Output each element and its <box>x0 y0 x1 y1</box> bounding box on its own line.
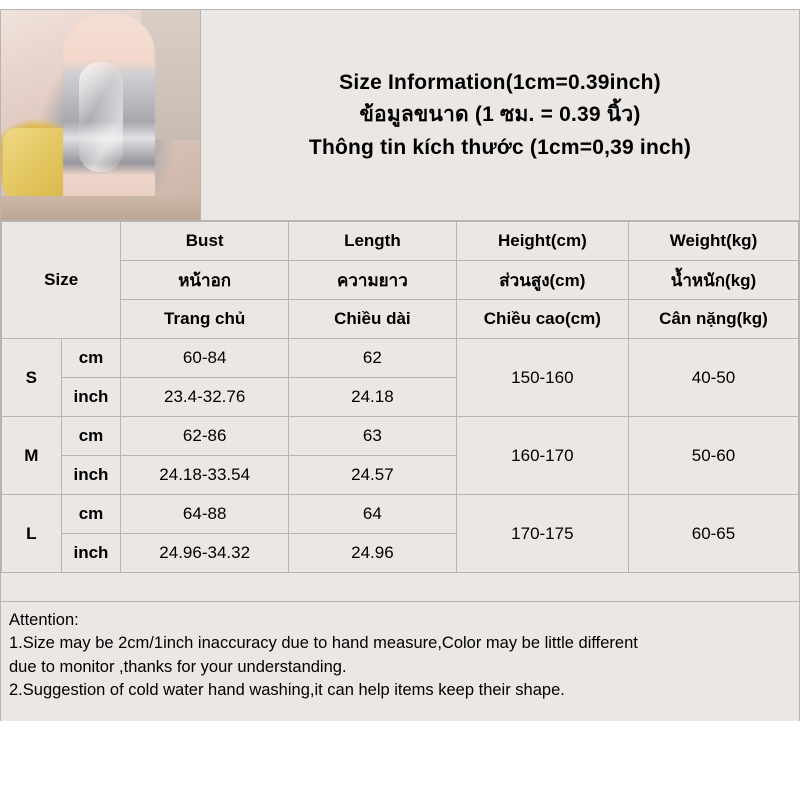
size-header-cell: Size <box>2 222 121 339</box>
table-header-row-en <box>2 222 799 261</box>
col-header-bust-en: Bust <box>121 222 289 261</box>
table-header-row-th <box>2 261 799 300</box>
attention-block <box>1 601 799 721</box>
height-l: 170-175 <box>456 495 628 573</box>
col-header-bust-vi: Trang chủ <box>121 300 289 339</box>
row-size-s: S <box>2 339 62 417</box>
weight-m: 50-60 <box>628 417 798 495</box>
title-block <box>201 10 799 221</box>
title-english: Size Information(1cm=0.39inch) <box>339 71 661 95</box>
dress-sheen <box>79 62 123 172</box>
col-header-height-th: ส่วนสูง(cm) <box>456 261 628 300</box>
size-chart-sheet <box>0 9 800 721</box>
product-photo-image <box>1 10 200 220</box>
row-size-l: L <box>2 495 62 573</box>
header-row <box>1 10 799 221</box>
title-thai: ข้อมูลขนาด (1 ซม. = 0.39 นิ้ว) <box>359 103 641 127</box>
attention-line-1: 1.Size may be 2cm/1inch inaccuracy due to hand measure,Color may be little different <box>9 634 638 653</box>
height-m: 160-170 <box>456 417 628 495</box>
unit-cm-l: cm <box>61 495 121 534</box>
col-header-weight-en: Weight(kg) <box>628 222 798 261</box>
unit-cm-m: cm <box>61 417 121 456</box>
floor-shape <box>1 196 201 221</box>
attention-line-2: due to monitor ,thanks for your understanding. <box>9 657 347 676</box>
size-table <box>1 221 799 573</box>
col-header-height-vi: Chiều cao(cm) <box>456 300 628 339</box>
col-header-length-vi: Chiều dài <box>289 300 457 339</box>
unit-inch-l: inch <box>61 534 121 573</box>
length-inch-m: 24.57 <box>289 456 457 495</box>
table-header-row-vi <box>2 300 799 339</box>
bust-inch-s: 23.4-32.76 <box>121 378 289 417</box>
bust-cm-s: 60-84 <box>121 339 289 378</box>
product-photo <box>1 10 201 221</box>
length-cm-m: 63 <box>289 417 457 456</box>
length-cm-l: 64 <box>289 495 457 534</box>
length-cm-s: 62 <box>289 339 457 378</box>
unit-inch-s: inch <box>61 378 121 417</box>
bust-cm-l: 64-88 <box>121 495 289 534</box>
length-inch-l: 24.96 <box>289 534 457 573</box>
unit-inch-m: inch <box>61 456 121 495</box>
col-header-length-en: Length <box>289 222 457 261</box>
weight-l: 60-65 <box>628 495 798 573</box>
bust-cm-m: 62-86 <box>121 417 289 456</box>
col-header-length-th: ความยาว <box>289 261 457 300</box>
height-s: 150-160 <box>456 339 628 417</box>
title-vietnamese: Thông tin kích thước (1cm=0,39 inch) <box>308 135 692 159</box>
table-row <box>2 417 799 456</box>
unit-cm-s: cm <box>61 339 121 378</box>
bust-inch-m: 24.18-33.54 <box>121 456 289 495</box>
attention-heading: Attention: <box>9 611 79 629</box>
table-row <box>2 495 799 534</box>
bust-inch-l: 24.96-34.32 <box>121 534 289 573</box>
length-inch-s: 24.18 <box>289 378 457 417</box>
col-header-height-en: Height(cm) <box>456 222 628 261</box>
table-row <box>2 339 799 378</box>
col-header-weight-vi: Cân nặng(kg) <box>628 300 798 339</box>
row-size-m: M <box>2 417 62 495</box>
attention-line-3: 2.Suggestion of cold water hand washing,it can help items keep their shape. <box>9 681 565 700</box>
weight-s: 40-50 <box>628 339 798 417</box>
col-header-bust-th: หน้าอก <box>121 261 289 300</box>
col-header-weight-th: น้ำหนัก(kg) <box>628 261 798 300</box>
